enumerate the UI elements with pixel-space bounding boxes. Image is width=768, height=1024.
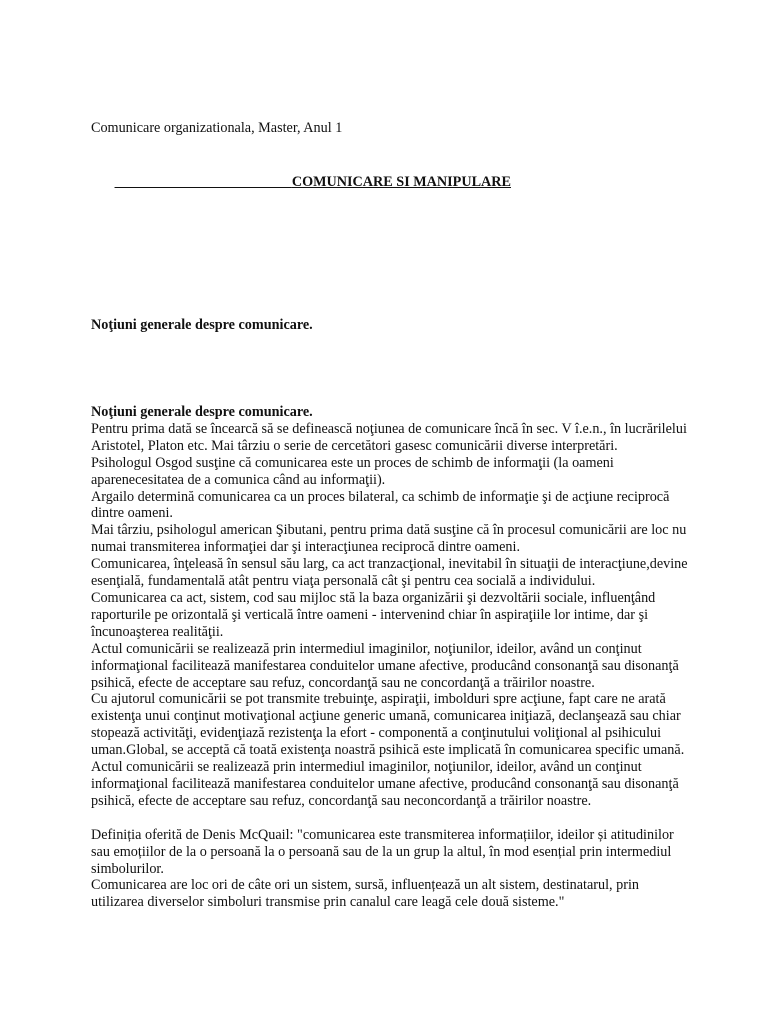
- text-line: stopează activităţi, evidenţiază rezistenţa la efort - componentă a conţinutului voliţional al psihicului: [91, 725, 662, 742]
- text-line: psihică, efecte de acceptare sau refuz, concordanţă sau ne concordanţă a trăirilor noastre.: [91, 674, 595, 691]
- text-line: Psihologul Osgod susţine că comunicarea este un proces de schimb de informaţii (la oameni: [91, 454, 614, 471]
- text-line: aparenecesitatea de a comunica când au informaţii).: [91, 471, 386, 488]
- definition-paragraph: [91, 827, 691, 878]
- definition-block: [91, 827, 691, 912]
- paragraph: [91, 455, 691, 489]
- paragraph: [91, 691, 691, 759]
- text-line: informaţional facilitează manifestarea conduitelor umane afective, producând consonanţă sau disonanţă: [91, 775, 679, 792]
- text-line: Mai târziu, psihologul american Şibutani, pentru prima dată susţine că în procesul comunicării are loc nu: [91, 522, 687, 539]
- text-line: Pentru prima dată se încearcă să se definească noţiunea de comunicare încă în sec. V î.e.n., în lucrărilelui: [91, 420, 687, 437]
- text-line: existenţa unui conţinut motivaţional acţiune generic umană, comunicarea iniţiază, declanşează sau chiar: [91, 708, 681, 725]
- section-heading-first: Noţiuni generale despre comunicare.: [91, 317, 313, 333]
- paragraph: [91, 556, 691, 590]
- text-line: raporturile pe orizontală şi verticală între oameni - intervenind chiar în aspiraţiile lor intime, dar şi: [91, 606, 649, 623]
- text-line: Comunicarea ca act, sistem, cod sau mijloc stă la baza organizării şi dezvoltării sociale, influenţând: [91, 589, 656, 606]
- text-line: informaţional facilitează manifestarea conduitelor umane afective, producând consonanţă sau disonanţă: [91, 657, 679, 674]
- document-title-text: COMUNICARE SI MANIPULARE: [291, 174, 511, 190]
- text-line: esenţială, fundamentală atât pentru viaţa personală cât şi pentru cea socială a individului.: [91, 573, 596, 590]
- text-line: Comunicarea, înţeleasă în sensul său larg, ca act tranzacţional, inevitabil în situaţii de interacţiune,devine: [91, 556, 688, 573]
- paragraph: [91, 590, 691, 641]
- text-line: uman.Global, se acceptă că toată existenţa noastră psihică este implicată în comunicarea specific umană.: [91, 742, 685, 759]
- text-line: psihică, efecte de acceptare sau refuz, concordanţă sau neconcordanţă a trăirilor noastre.: [91, 792, 592, 809]
- paragraph: [91, 522, 691, 556]
- text-line: utilizarea diverselor simboluri transmise prin canalul care leagă cele două sisteme.": [91, 894, 565, 911]
- text-line: Comunicarea are loc ori de câte ori un sistem, sursă, influențează un alt sistem, destinatarul, prin: [91, 877, 640, 894]
- text-line: Actul comunicării se realizează prin intermediul imaginilor, noţiunilor, ideilor, având un conţinut: [91, 759, 642, 776]
- text-line: Definiția oferită de Denis McQuail: "comunicarea este transmiterea informațiilor, ideilor și atitudinilor: [91, 826, 674, 843]
- text-line: sau emoțiilor de la o persoană la o persoană sau de la un grup la altul, în mod esențial prin intermediul: [91, 843, 672, 860]
- paragraph-gap: [91, 810, 691, 827]
- text-line: simbolurilor.: [91, 860, 164, 877]
- course-info: Comunicare organizationala, Master, Anul 1: [91, 120, 343, 136]
- document-title: [91, 174, 511, 191]
- text-line: încunoaşterea realităţii.: [91, 623, 224, 640]
- body-text: [91, 404, 691, 911]
- text-line: dintre oameni.: [91, 505, 173, 522]
- text-line: Cu ajutorul comunicării se pot transmite trebuinţe, aspiraţii, imbolduri spre acţiune, fapt care ne arată: [91, 691, 666, 708]
- text-line: numai transmiterea informaţiei dar şi interacţiunea reciprocă dintre oameni.: [91, 539, 520, 556]
- paragraph: [91, 641, 691, 692]
- section-heading-second: Noţiuni generale despre comunicare.: [91, 404, 313, 420]
- paragraph: [91, 759, 691, 810]
- paragraph: [91, 421, 691, 455]
- paragraph: [91, 489, 691, 523]
- definition-paragraph: [91, 877, 691, 911]
- text-line: Argailo determină comunicarea ca un proces bilateral, ca schimb de informaţie şi de acţiune reciprocă: [91, 488, 670, 505]
- text-line: Actul comunicării se realizează prin intermediul imaginilor, noţiunilor, ideilor, având un conţinut: [91, 640, 642, 657]
- title-underline-lead: [115, 174, 292, 190]
- text-line: Aristotel, Platon etc. Mai târziu o serie de cercetători gasesc comunicării diverse interpretări.: [91, 437, 618, 454]
- paragraph-list: [91, 421, 691, 810]
